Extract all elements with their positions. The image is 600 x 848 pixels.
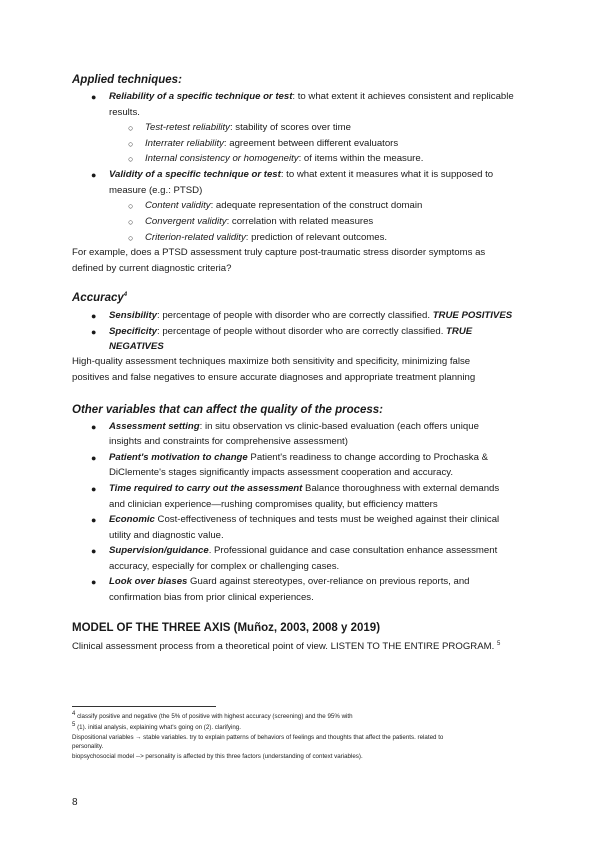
other-item-desc: Guard against stereotypes, over-reliance on previous reports, and bbox=[187, 576, 470, 587]
bullet-icon: ● bbox=[91, 484, 97, 494]
footnote-4 bbox=[72, 710, 353, 721]
other-item bbox=[109, 452, 488, 464]
val-item bbox=[145, 232, 387, 244]
circle-bullet-icon: ○ bbox=[128, 123, 134, 133]
section-heading-model: MODEL OF THE THREE AXIS (Muñoz, 2003, 2008 y 2019) bbox=[72, 622, 381, 634]
footnote-5-line3: personality. bbox=[72, 743, 104, 750]
val-item-term: Convergent validity bbox=[145, 216, 227, 227]
other-item-desc: Patient's readiness to change according to Prochaska & bbox=[247, 452, 488, 463]
accuracy-heading-text: Accuracy bbox=[72, 292, 124, 304]
reliability-line bbox=[109, 91, 514, 103]
other-item-cont: and clinician experience—rushing compromises quality, but efficiency matters bbox=[109, 499, 438, 510]
section-heading-accuracy bbox=[72, 292, 127, 304]
footnote-ref[interactable]: 4 bbox=[123, 292, 128, 299]
reliability-desc-cont: results. bbox=[109, 107, 140, 118]
other-item-term: Patient's motivation to change bbox=[109, 452, 248, 463]
circle-bullet-icon: ○ bbox=[128, 139, 134, 149]
model-text bbox=[72, 641, 500, 653]
sensibility-desc: : percentage of people with disorder who are correctly classified. bbox=[156, 310, 431, 321]
bullet-icon: ● bbox=[91, 92, 97, 102]
rel-item bbox=[145, 122, 351, 134]
example-text: For example, does a PTSD assessment truly capture post-traumatic stress disorder symptoms as bbox=[72, 247, 486, 258]
bullet-icon: ● bbox=[91, 422, 97, 432]
other-item bbox=[109, 514, 499, 526]
other-item-cont: confirmation bias from prior clinical experiences. bbox=[109, 592, 314, 603]
validity-desc: : to what extent it measures what it is supposed to bbox=[280, 169, 494, 180]
specificity-desc: : percentage of people without disorder who are correctly classified. bbox=[157, 326, 444, 337]
footnote-ref[interactable]: 5 bbox=[496, 640, 501, 647]
other-item-desc: : in situ observation vs clinic-based evaluation (each offers unique bbox=[199, 421, 479, 432]
val-item-term: Criterion-related validity bbox=[145, 232, 246, 243]
other-item-desc: Balance thoroughness with external demands bbox=[302, 483, 500, 494]
other-item-cont: accuracy, especially for complex or challenging cases. bbox=[109, 561, 340, 572]
val-item-term: Content validity bbox=[145, 200, 211, 211]
rel-item bbox=[145, 153, 423, 165]
bullet-icon: ● bbox=[91, 577, 97, 587]
page-number: 8 bbox=[72, 797, 78, 808]
specificity-tag: TRUE bbox=[446, 326, 473, 337]
rel-item-desc: : stability of scores over time bbox=[229, 122, 351, 133]
footnote-5 bbox=[72, 721, 241, 732]
accuracy-summary: High-quality assessment techniques maximize both sensitivity and specificity, minimizing false bbox=[72, 356, 471, 367]
rel-item-term: Test-retest reliability bbox=[145, 122, 230, 133]
reliability-desc: : to what extent it achieves consistent and replicable bbox=[292, 91, 514, 102]
rel-item-term: Internal consistency or homogeneity bbox=[145, 153, 299, 164]
other-item-cont: DiClemente's stages significantly impacts assessment cooperation and accuracy. bbox=[109, 467, 453, 478]
specificity-term: Specificity bbox=[109, 326, 157, 337]
example-text-cont: defined by current diagnostic criteria? bbox=[72, 263, 232, 274]
bullet-icon: ● bbox=[91, 546, 97, 556]
validity-desc-cont: measure (e.g.: PTSD) bbox=[109, 185, 203, 196]
rel-item bbox=[145, 138, 398, 150]
model-text-body: Clinical assessment process from a theoretical point of view. LISTEN TO THE ENTIRE PROGRAM. bbox=[72, 641, 495, 652]
bullet-icon: ● bbox=[91, 170, 97, 180]
val-item bbox=[145, 200, 422, 212]
val-item-desc: : prediction of relevant outcomes. bbox=[245, 232, 388, 243]
other-item-desc: . Professional guidance and case consultation enhance assessment bbox=[208, 545, 498, 556]
val-item-desc: : adequate representation of the construct domain bbox=[210, 200, 423, 211]
val-item-desc: : correlation with related measures bbox=[226, 216, 374, 227]
sensibility-term: Sensibility bbox=[109, 310, 157, 321]
circle-bullet-icon: ○ bbox=[128, 154, 134, 164]
val-item bbox=[145, 216, 373, 228]
validity-line bbox=[109, 169, 493, 181]
circle-bullet-icon: ○ bbox=[128, 233, 134, 243]
other-item-term: Supervision/guidance bbox=[109, 545, 209, 556]
footnote-text: classify positive and negative (the 5% of positive with highest accuracy (screening) and the 95% with bbox=[77, 713, 353, 720]
specificity-tag-cont: NEGATIVES bbox=[109, 341, 164, 352]
specificity-line bbox=[109, 326, 472, 338]
bullet-icon: ● bbox=[91, 327, 97, 337]
reliability-title: Reliability of a specific technique or test bbox=[109, 91, 293, 102]
footnote-mark: 4 bbox=[72, 710, 76, 717]
rel-item-term: Interrater reliability bbox=[145, 138, 224, 149]
rel-item-desc: : of items within the measure. bbox=[298, 153, 424, 164]
accuracy-summary-cont: positives and false negatives to ensure accurate diagnoses and appropriate treatment planning bbox=[72, 372, 476, 383]
sensibility-line bbox=[109, 310, 512, 322]
other-item-term: Look over biases bbox=[109, 576, 188, 587]
other-item-term: Economic bbox=[109, 514, 155, 525]
other-item bbox=[109, 421, 479, 433]
circle-bullet-icon: ○ bbox=[128, 201, 134, 211]
rel-item-desc: : agreement between different evaluators bbox=[223, 138, 399, 149]
sensibility-tag: TRUE POSITIVES bbox=[432, 310, 513, 321]
other-item-term: Time required to carry out the assessment bbox=[109, 483, 303, 494]
other-item-cont: insights and constraints for comprehensive assessment) bbox=[109, 436, 348, 447]
bullet-icon: ● bbox=[91, 453, 97, 463]
footnote-5-line2: Dispositional variables → stable variables. try to explain patterns of behaviors of feelings and thoughts that affect the patients. related to bbox=[72, 734, 444, 741]
other-item-term: Assessment setting bbox=[109, 421, 200, 432]
footnote-5-line4: biopsychosocial model --> personality is affected by this three factors (understanding of context variables). bbox=[72, 753, 363, 760]
other-item-cont: utility and diagnostic value. bbox=[109, 530, 224, 541]
circle-bullet-icon: ○ bbox=[128, 217, 134, 227]
footnote-mark: 5 bbox=[72, 721, 76, 728]
other-item bbox=[109, 483, 499, 495]
other-item-desc: Cost-effectiveness of techniques and tests must be weighed against their clinical bbox=[154, 514, 500, 525]
bullet-icon: ● bbox=[91, 311, 97, 321]
other-item bbox=[109, 545, 497, 557]
footnote-divider bbox=[72, 706, 216, 707]
section-heading-other: Other variables that can affect the quality of the process: bbox=[72, 404, 384, 416]
section-heading-applied: Applied techniques: bbox=[72, 74, 182, 86]
validity-title: Validity of a specific technique or test bbox=[109, 169, 281, 180]
other-item bbox=[109, 576, 470, 588]
bullet-icon: ● bbox=[91, 515, 97, 525]
footnote-text: (1). initial analysis, explaining what's going on (2). clarifying. bbox=[77, 724, 241, 731]
